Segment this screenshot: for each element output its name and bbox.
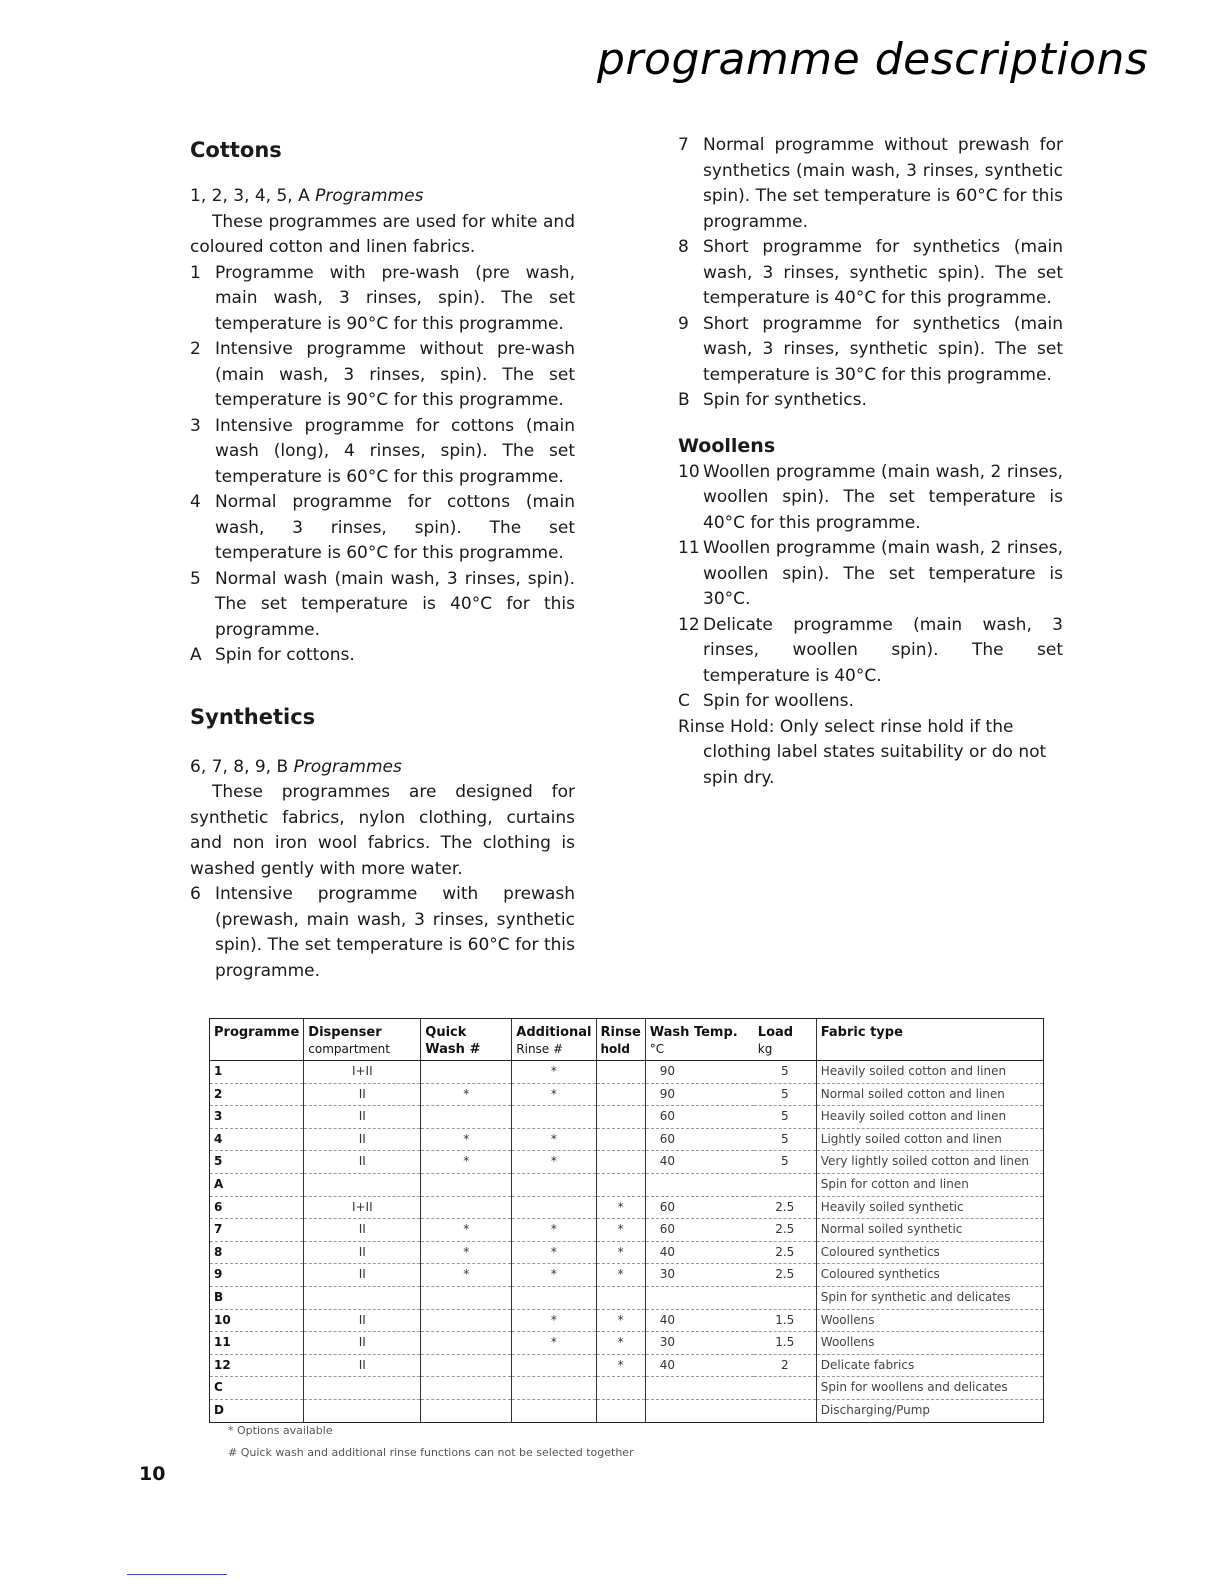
- cell-rinse-hold: [596, 1286, 645, 1309]
- item-number: 6: [190, 884, 201, 904]
- cell-quick-wash: *: [421, 1128, 512, 1151]
- divider: [127, 1574, 227, 1575]
- cell-rinse-hold: *: [596, 1354, 645, 1377]
- list-item: [190, 643, 575, 669]
- table-row: [210, 1309, 1044, 1332]
- header-programme: Programme: [210, 1019, 304, 1061]
- cell-rinse-hold: *: [596, 1332, 645, 1355]
- cell-quick-wash: [421, 1061, 512, 1084]
- cell-fabric-type: Spin for cotton and linen: [816, 1173, 1043, 1196]
- programme-table: [209, 1018, 1044, 1423]
- item-number: 4: [190, 492, 201, 512]
- section-heading-cottons: Cottons: [190, 138, 282, 162]
- item-text: Woollen programme (main wash, 2 rinses, woollen spin). The set temperature is 30°C.: [703, 538, 1063, 609]
- cell-quick-wash: [421, 1106, 512, 1129]
- list-item: [190, 261, 575, 338]
- cell-additional-rinse: *: [512, 1061, 596, 1084]
- cell-wash-temp: [645, 1377, 754, 1400]
- cell-programme: 9: [210, 1264, 304, 1287]
- subheading-label: Programmes: [293, 756, 402, 777]
- item-number: 9: [678, 313, 689, 334]
- table-row: [210, 1083, 1044, 1106]
- cell-additional-rinse: *: [512, 1128, 596, 1151]
- cell-additional-rinse: *: [512, 1241, 596, 1264]
- item-text: Intensive programme with prewash (prewash, main wash, 3 rinses, synthetic spin). The set temperature is 60°C for this programme.: [215, 884, 575, 981]
- footnote-options: * Options available: [228, 1424, 333, 1437]
- cell-fabric-type: Heavily soiled synthetic: [816, 1196, 1043, 1219]
- item-number: A: [190, 645, 202, 665]
- cell-additional-rinse: *: [512, 1151, 596, 1174]
- item-text: Intensive programme without pre-wash (main wash, 3 rinses, spin). The set temperature is 90°C for this programme.: [215, 339, 575, 410]
- cell-load: 1.5: [754, 1332, 817, 1355]
- cell-rinse-hold: *: [596, 1196, 645, 1219]
- cell-additional-rinse: [512, 1377, 596, 1400]
- cell-rinse-hold: *: [596, 1309, 645, 1332]
- subheading-nums: 1, 2, 3, 4, 5, A: [190, 186, 316, 206]
- cell-programme: 2: [210, 1083, 304, 1106]
- cell-wash-temp: 90: [645, 1083, 754, 1106]
- table-row: [210, 1106, 1044, 1129]
- cell-wash-temp: 60: [645, 1128, 754, 1151]
- cell-load: 5: [754, 1151, 817, 1174]
- cell-wash-temp: [645, 1173, 754, 1196]
- cell-wash-temp: [645, 1286, 754, 1309]
- cell-quick-wash: *: [421, 1083, 512, 1106]
- cell-wash-temp: 40: [645, 1151, 754, 1174]
- item-text: Intensive programme for cottons (main wash (long), 4 rinses, spin). The set temperature is 60°C for this programme.: [215, 415, 575, 487]
- spacer: [190, 669, 575, 703]
- list-item: [190, 490, 575, 567]
- item-number: 12: [678, 614, 700, 635]
- cell-fabric-type: Normal soiled cotton and linen: [816, 1083, 1043, 1106]
- cell-dispenser: II: [304, 1241, 421, 1264]
- table-row: [210, 1377, 1044, 1400]
- list-item: [678, 689, 1063, 715]
- list-item: [678, 312, 1063, 389]
- cell-wash-temp: 30: [645, 1332, 754, 1355]
- cell-quick-wash: *: [421, 1264, 512, 1287]
- cell-dispenser: I+II: [304, 1196, 421, 1219]
- list-item: [190, 414, 575, 491]
- item-number: 5: [190, 568, 201, 589]
- cell-quick-wash: *: [421, 1241, 512, 1264]
- table-row: [210, 1128, 1044, 1151]
- cell-fabric-type: Delicate fabrics: [816, 1354, 1043, 1377]
- cell-fabric-type: Coloured synthetics: [816, 1241, 1043, 1264]
- item-number: C: [678, 691, 690, 711]
- cell-rinse-hold: [596, 1083, 645, 1106]
- table-row: [210, 1219, 1044, 1242]
- list-item: [678, 460, 1063, 537]
- cell-rinse-hold: [596, 1128, 645, 1151]
- cell-wash-temp: 40: [645, 1241, 754, 1264]
- item-number: 2: [190, 339, 201, 359]
- cell-additional-rinse: *: [512, 1083, 596, 1106]
- cell-additional-rinse: [512, 1106, 596, 1129]
- cell-additional-rinse: [512, 1286, 596, 1309]
- cell-load: [754, 1399, 817, 1422]
- cell-wash-temp: 60: [645, 1219, 754, 1242]
- table-row: [210, 1061, 1044, 1084]
- cell-dispenser: [304, 1377, 421, 1400]
- cell-fabric-type: Spin for woollens and delicates: [816, 1377, 1043, 1400]
- cell-quick-wash: *: [421, 1151, 512, 1174]
- item-number: B: [678, 390, 690, 410]
- cell-wash-temp: 60: [645, 1106, 754, 1129]
- cell-quick-wash: [421, 1173, 512, 1196]
- list-item: [678, 388, 1063, 414]
- cell-load: 1.5: [754, 1309, 817, 1332]
- item-text: Normal programme without prewash for synthetics (main wash, 3 rinses, synthetic spin). The set temperature is 60°C for this programme.: [703, 135, 1063, 232]
- footnote-quick-wash: # Quick wash and additional rinse functions can not be selected together: [228, 1446, 634, 1459]
- cell-rinse-hold: [596, 1399, 645, 1422]
- cell-load: 2.5: [754, 1241, 817, 1264]
- cell-additional-rinse: [512, 1173, 596, 1196]
- item-number: 11: [678, 538, 700, 558]
- table-row: [210, 1151, 1044, 1174]
- cell-programme: B: [210, 1286, 304, 1309]
- list-item: [678, 613, 1063, 690]
- cell-fabric-type: Normal soiled synthetic: [816, 1219, 1043, 1242]
- header-fabric-type: Fabric type: [816, 1019, 1043, 1061]
- right-column: [678, 133, 1063, 791]
- cell-dispenser: II: [304, 1151, 421, 1174]
- table-row: [210, 1286, 1044, 1309]
- item-text: Programme with pre-wash (pre wash, main wash, 3 rinses, spin). The set temperature is 90°C for this programme.: [215, 262, 575, 334]
- cell-quick-wash: *: [421, 1219, 512, 1242]
- item-text: Delicate programme (main wash, 3 rinses, woollen spin). The set temperature is 40°C.: [703, 614, 1063, 686]
- cell-dispenser: II: [304, 1219, 421, 1242]
- table-row: [210, 1196, 1044, 1219]
- item-text: Woollen programme (main wash, 2 rinses, woollen spin). The set temperature is 40°C for this programme.: [703, 461, 1063, 533]
- header-wash-temp: Wash Temp. °C: [645, 1019, 754, 1061]
- cell-fabric-type: Woollens: [816, 1332, 1043, 1355]
- cell-wash-temp: 90: [645, 1061, 754, 1084]
- subheading-label: Programmes: [315, 186, 424, 206]
- cell-rinse-hold: [596, 1061, 645, 1084]
- cell-load: 5: [754, 1128, 817, 1151]
- cell-rinse-hold: [596, 1151, 645, 1174]
- cell-dispenser: II: [304, 1106, 421, 1129]
- item-number: 7: [678, 135, 689, 155]
- cell-programme: C: [210, 1377, 304, 1400]
- spacer: [678, 414, 1063, 432]
- section-heading-woollens: Woollens: [678, 434, 776, 457]
- table-header-row: [210, 1019, 1044, 1061]
- table-row: [210, 1354, 1044, 1377]
- cell-fabric-type: Very lightly soiled cotton and linen: [816, 1151, 1043, 1174]
- cell-programme: A: [210, 1173, 304, 1196]
- cell-dispenser: II: [304, 1354, 421, 1377]
- cell-programme: D: [210, 1399, 304, 1422]
- cell-quick-wash: [421, 1196, 512, 1219]
- subheading-synthetics: [190, 755, 575, 781]
- cell-programme: 1: [210, 1061, 304, 1084]
- cell-quick-wash: [421, 1286, 512, 1309]
- cell-load: 2: [754, 1354, 817, 1377]
- cell-quick-wash: [421, 1332, 512, 1355]
- cell-programme: 4: [210, 1128, 304, 1151]
- cell-wash-temp: 60: [645, 1196, 754, 1219]
- item-text: Spin for synthetics.: [703, 390, 867, 410]
- cell-wash-temp: 40: [645, 1354, 754, 1377]
- header-rinse-hold: Rinse hold: [596, 1019, 645, 1061]
- cell-quick-wash: [421, 1377, 512, 1400]
- header-dispenser: Dispenser compartment: [304, 1019, 421, 1061]
- cell-load: 5: [754, 1061, 817, 1084]
- item-number: 1: [190, 262, 201, 283]
- cell-additional-rinse: [512, 1196, 596, 1219]
- cell-rinse-hold: *: [596, 1241, 645, 1264]
- synthetics-intro: These programmes are designed for synthetic fabrics, nylon clothing, curtains and non iron wool fabrics. The clothing is washed gently with more water.: [190, 782, 575, 879]
- cell-rinse-hold: *: [596, 1219, 645, 1242]
- cell-additional-rinse: *: [512, 1332, 596, 1355]
- item-text: Short programme for synthetics (main wash, 3 rinses, synthetic spin). The set temperature is 40°C for this programme.: [703, 237, 1063, 308]
- cell-programme: 7: [210, 1219, 304, 1242]
- cell-additional-rinse: *: [512, 1264, 596, 1287]
- cell-fabric-type: Woollens: [816, 1309, 1043, 1332]
- header-quick-wash: Quick Wash #: [421, 1019, 512, 1061]
- list-item: [678, 235, 1063, 312]
- subheading-nums: 6, 7, 8, 9, B: [190, 756, 294, 777]
- cell-programme: 5: [210, 1151, 304, 1174]
- item-number: 3: [190, 415, 201, 436]
- cell-dispenser: II: [304, 1083, 421, 1106]
- cell-dispenser: II: [304, 1309, 421, 1332]
- cell-load: [754, 1286, 817, 1309]
- table-row: [210, 1332, 1044, 1355]
- cell-rinse-hold: *: [596, 1264, 645, 1287]
- cell-quick-wash: [421, 1399, 512, 1422]
- subheading-cottons: [190, 184, 575, 210]
- cell-wash-temp: [645, 1399, 754, 1422]
- programme-table-wrap: [209, 1018, 1044, 1423]
- cell-additional-rinse: *: [512, 1309, 596, 1332]
- item-number: 10: [678, 461, 700, 482]
- cell-additional-rinse: *: [512, 1219, 596, 1242]
- list-item: [190, 567, 575, 644]
- item-text: Spin for cottons.: [215, 645, 355, 665]
- cell-programme: 8: [210, 1241, 304, 1264]
- cell-programme: 10: [210, 1309, 304, 1332]
- cell-fabric-type: Heavily soiled cotton and linen: [816, 1106, 1043, 1129]
- cell-fabric-type: Discharging/Pump: [816, 1399, 1043, 1422]
- cell-programme: 11: [210, 1332, 304, 1355]
- item-text: Spin for woollens.: [703, 691, 854, 711]
- cell-fabric-type: Coloured synthetics: [816, 1264, 1043, 1287]
- cell-dispenser: [304, 1173, 421, 1196]
- left-column: [190, 136, 575, 984]
- cell-additional-rinse: [512, 1399, 596, 1422]
- table-row: [210, 1399, 1044, 1422]
- item-text: Normal programme for cottons (main wash, 3 rinses, spin). The set temperature is 60°C for this programme.: [215, 492, 575, 563]
- cell-programme: 6: [210, 1196, 304, 1219]
- header-additional-rinse: Additional Rinse #: [512, 1019, 596, 1061]
- section-heading-synthetics: Synthetics: [190, 704, 316, 729]
- cell-load: 5: [754, 1106, 817, 1129]
- cell-dispenser: I+II: [304, 1061, 421, 1084]
- cell-dispenser: [304, 1286, 421, 1309]
- cell-load: 5: [754, 1083, 817, 1106]
- cottons-intro: These programmes are used for white and coloured cotton and linen fabrics.: [190, 211, 575, 257]
- cell-programme: 12: [210, 1354, 304, 1377]
- header-load: Load kg: [754, 1019, 817, 1061]
- cell-dispenser: II: [304, 1128, 421, 1151]
- table-row: [210, 1264, 1044, 1287]
- cell-load: [754, 1377, 817, 1400]
- rinse-hold-note: Rinse Hold: Only select rinse hold if the clothing label states suitability or do not spin dry.: [678, 716, 1047, 788]
- page-number: 10: [139, 1463, 166, 1485]
- cell-additional-rinse: [512, 1354, 596, 1377]
- table-row: [210, 1241, 1044, 1264]
- cell-dispenser: II: [304, 1264, 421, 1287]
- item-number: 8: [678, 237, 689, 257]
- cell-programme: 3: [210, 1106, 304, 1129]
- table-footnotes: [228, 1420, 634, 1464]
- cell-quick-wash: [421, 1309, 512, 1332]
- cell-fabric-type: Spin for synthetic and delicates: [816, 1286, 1043, 1309]
- list-item: [678, 133, 1063, 235]
- cell-dispenser: II: [304, 1332, 421, 1355]
- cell-load: [754, 1173, 817, 1196]
- cell-load: 2.5: [754, 1264, 817, 1287]
- cell-wash-temp: 30: [645, 1264, 754, 1287]
- cell-rinse-hold: [596, 1377, 645, 1400]
- cell-fabric-type: Lightly soiled cotton and linen: [816, 1128, 1043, 1151]
- cell-wash-temp: 40: [645, 1309, 754, 1332]
- list-item: [190, 337, 575, 414]
- page-title: programme descriptions: [597, 34, 1149, 85]
- cell-dispenser: [304, 1399, 421, 1422]
- cell-load: 2.5: [754, 1196, 817, 1219]
- cell-rinse-hold: [596, 1106, 645, 1129]
- cell-quick-wash: [421, 1354, 512, 1377]
- cell-rinse-hold: [596, 1173, 645, 1196]
- cell-load: 2.5: [754, 1219, 817, 1242]
- item-text: Normal wash (main wash, 3 rinses, spin). The set temperature is 40°C for this programme.: [215, 568, 575, 640]
- list-item: [190, 882, 575, 984]
- list-item: [678, 536, 1063, 613]
- cell-fabric-type: Heavily soiled cotton and linen: [816, 1061, 1043, 1084]
- table-row: [210, 1173, 1044, 1196]
- item-text: Short programme for synthetics (main wash, 3 rinses, synthetic spin). The set temperature is 30°C for this programme.: [703, 313, 1063, 385]
